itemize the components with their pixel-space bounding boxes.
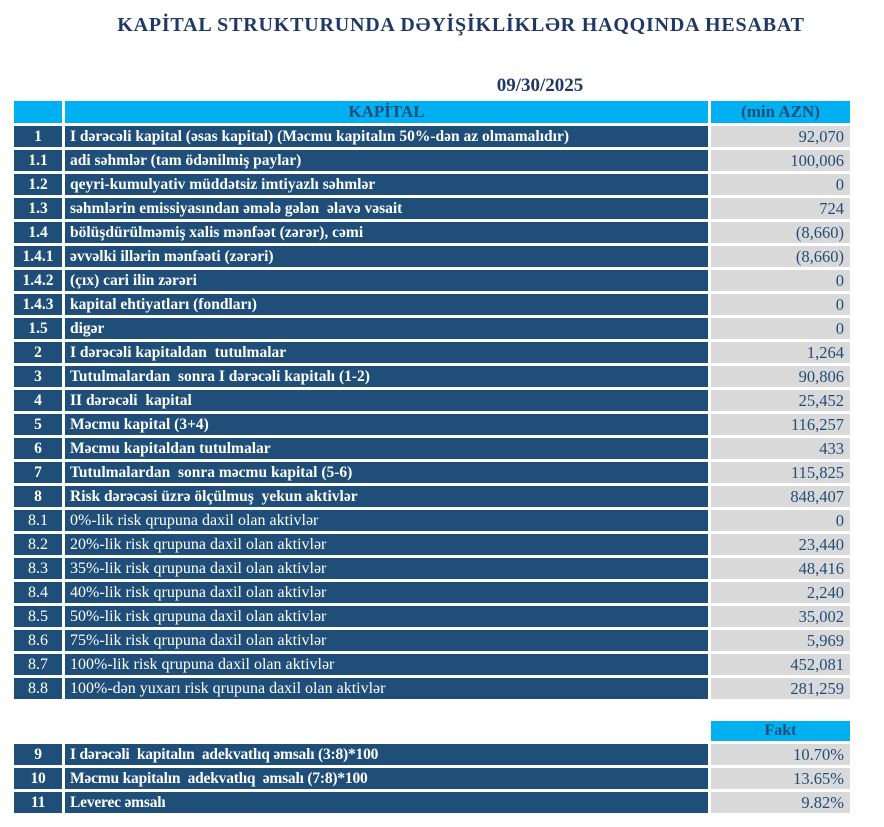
table-row [14,198,850,219]
row-value-cell: 48,416 [711,558,850,579]
row-number-cell: 10 [14,768,62,789]
row-label-cell: Məcmu kapitaldan tutulmalar [65,438,708,459]
table-row [14,630,850,651]
row-number-cell: 8 [14,486,62,507]
row-number-cell: 8.7 [14,654,62,675]
row-label-cell: kapital ehtiyatları (fondları) [65,294,708,315]
row-number-cell: 1.4.1 [14,246,62,267]
row-number-cell: 1.5 [14,318,62,339]
row-value-cell: 0 [711,510,850,531]
row-value-cell: 281,259 [711,678,850,699]
row-value-cell: 13.65% [711,768,850,789]
table-row [14,462,850,483]
ratios-header-spacer [65,721,708,741]
row-label-cell: II dərəcəli kapital [65,390,708,411]
table-row [14,126,850,147]
row-value-cell: 10.70% [711,744,850,765]
row-number-cell: 1.4 [14,222,62,243]
table-row [14,510,850,531]
report-title: KAPİTAL STRUKTURUNDA DƏYİŞİKLİKLƏR HAQQINDA HESABAT [117,14,805,36]
row-value-cell: (8,660) [711,222,850,243]
row-value-cell: 433 [711,438,850,459]
row-number-cell: 9 [14,744,62,765]
row-label-cell: I dərəcəli kapital (əsas kapital) (Məcmu kapitalın 50%-dən az olmamalıdır) [65,126,708,147]
row-number-cell: 2 [14,342,62,363]
fakt-header-cell: Fakt [711,721,850,741]
table-row [14,768,850,789]
table-row [14,414,850,435]
row-value-cell: 1,264 [711,342,850,363]
table-row [14,438,850,459]
report-date: 09/30/2025 [496,75,584,96]
row-value-cell: 724 [711,198,850,219]
table-row [14,342,850,363]
row-number-cell: 7 [14,462,62,483]
row-value-cell: 848,407 [711,486,850,507]
row-label-cell: 50%-lik risk qrupuna daxil olan aktivlər [65,606,708,627]
row-number-cell: 1.2 [14,174,62,195]
row-number-cell: 8.2 [14,534,62,555]
row-value-cell: 92,070 [711,126,850,147]
row-value-cell: 23,440 [711,534,850,555]
row-label-cell: 100%-lik risk qrupuna daxil olan aktivlər [65,654,708,675]
row-number-cell: 11 [14,792,62,813]
row-number-cell: 6 [14,438,62,459]
row-label-cell: qeyri-kumulyativ müddətsiz imtiyazlı səhmlər [65,174,708,195]
row-value-cell: 0 [711,270,850,291]
row-value-cell: 452,081 [711,654,850,675]
capital-table [11,98,853,702]
row-number-cell: 1.4.2 [14,270,62,291]
row-number-cell: 1 [14,126,62,147]
row-label-cell: adi səhmlər (tam ödənilmiş paylar) [65,150,708,171]
table-row [14,390,850,411]
row-value-cell: 0 [711,318,850,339]
table-row [14,678,850,699]
row-label-cell: 20%-lik risk qrupuna daxil olan aktivlər [65,534,708,555]
row-number-cell: 5 [14,414,62,435]
row-number-cell: 1.1 [14,150,62,171]
table-row [14,744,850,765]
row-number-cell: 8.5 [14,606,62,627]
row-number-cell: 8.6 [14,630,62,651]
capital-table-header-row [14,101,850,123]
table-row [14,150,850,171]
row-number-cell: 1.4.3 [14,294,62,315]
row-value-cell: (8,660) [711,246,850,267]
header-capital-cell: KAPİTAL [65,101,708,123]
ratios-header-spacer [14,721,62,741]
table-row [14,486,850,507]
row-number-cell: 8.1 [14,510,62,531]
row-value-cell: 0 [711,174,850,195]
row-label-cell: 40%-lik risk qrupuna daxil olan aktivlər [65,582,708,603]
row-label-cell: 35%-lik risk qrupuna daxil olan aktivlər [65,558,708,579]
row-number-cell: 1.3 [14,198,62,219]
table-row [14,606,850,627]
row-label-cell: I dərəcəli kapitalın adekvatlıq əmsalı (3:8)*100 [65,744,708,765]
row-label-cell: I dərəcəli kapitaldan tutulmalar [65,342,708,363]
row-number-cell: 3 [14,366,62,387]
row-number-cell: 8.3 [14,558,62,579]
row-label-cell: əvvəlki illərin mənfəəti (zərəri) [65,246,708,267]
row-label-cell: səhmlərin emissiyasından əmələ gələn əlavə vəsait [65,198,708,219]
row-value-cell: 35,002 [711,606,850,627]
table-row [14,294,850,315]
row-value-cell: 115,825 [711,462,850,483]
table-row [14,366,850,387]
table-row [14,792,850,813]
table-row [14,222,850,243]
row-label-cell: (çıx) cari ilin zərəri [65,270,708,291]
table-row [14,654,850,675]
row-value-cell: 100,006 [711,150,850,171]
ratios-table-header-row [14,721,850,741]
row-label-cell: 0%-lik risk qrupuna daxil olan aktivlər [65,510,708,531]
row-label-cell: 100%-dən yuxarı risk qrupuna daxil olan aktivlər [65,678,708,699]
row-label-cell: bölüşdürülməmiş xalis mənfəət (zərər), cəmi [65,222,708,243]
row-value-cell: 25,452 [711,390,850,411]
table-row [14,582,850,603]
row-value-cell: 0 [711,294,850,315]
row-number-cell: 8.8 [14,678,62,699]
header-unit-cell: (min AZN) [711,101,850,123]
row-value-cell: 90,806 [711,366,850,387]
header-number-cell [14,101,62,123]
ratios-table [11,718,853,816]
row-label-cell: Tutulmalardan sonra I dərəcəli kapitalı (1-2) [65,366,708,387]
row-number-cell: 4 [14,390,62,411]
table-row [14,558,850,579]
row-label-cell: Risk dərəcəsi üzrə ölçülmuş yekun aktivlər [65,486,708,507]
row-label-cell: Leverec əmsalı [65,792,708,813]
table-row [14,318,850,339]
row-label-cell: Tutulmalardan sonra məcmu kapital (5-6) [65,462,708,483]
row-value-cell: 2,240 [711,582,850,603]
row-value-cell: 5,969 [711,630,850,651]
table-row [14,270,850,291]
row-number-cell: 8.4 [14,582,62,603]
table-row [14,246,850,267]
row-label-cell: Məcmu kapital (3+4) [65,414,708,435]
row-label-cell: 75%-lik risk qrupuna daxil olan aktivlər [65,630,708,651]
row-label-cell: Məcmu kapitalın adekvatlıq əmsalı (7:8)*100 [65,768,708,789]
table-row [14,534,850,555]
table-row [14,174,850,195]
row-label-cell: digər [65,318,708,339]
row-value-cell: 116,257 [711,414,850,435]
row-value-cell: 9.82% [711,792,850,813]
